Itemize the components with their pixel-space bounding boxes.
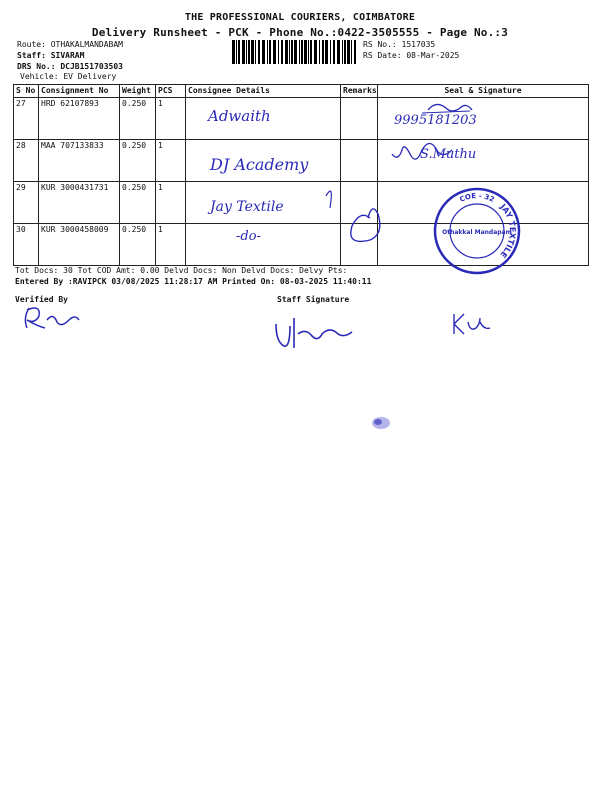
barcode-bar [354, 40, 356, 64]
barcode-bar [281, 40, 283, 64]
barcode-bar [299, 40, 300, 64]
barcode-bar [310, 40, 312, 64]
barcode-bar [269, 40, 271, 64]
barcode-bar [351, 40, 352, 64]
barcode-bar [278, 40, 279, 64]
barcode-bar [294, 40, 297, 64]
cell-pcs: 1 [156, 98, 186, 140]
cell-pcs: 1 [156, 182, 186, 224]
barcode-bar [304, 40, 307, 64]
barcode-bar [308, 40, 309, 64]
col-pcs: PCS [156, 85, 186, 98]
seal-handwriting: 9995181203 [394, 113, 477, 128]
verifier-signature [15, 298, 95, 338]
company-title: THE PROFESSIONAL COURIERS, COIMBATORE [184, 12, 416, 23]
staff-signature-label: Staff Signature [277, 295, 350, 304]
consignee-handwriting: -do- [236, 229, 261, 244]
barcode-bar [342, 40, 343, 64]
barcode-bar [337, 40, 340, 64]
svg-text:COE - 32 [458, 192, 495, 204]
consignee-handwriting: DJ Academy [210, 155, 309, 174]
staff-label: Staff: SIVARAM [17, 51, 85, 60]
totals-line: Tot Docs: 30 Tot COD Amt: 0.00 Delvd Docs: Non Delvd Docs: Delvy Pts: [15, 266, 348, 275]
barcode-bar [344, 40, 346, 64]
barcode-bar [289, 40, 290, 64]
seal-handwriting: S.Muthu [420, 147, 477, 162]
barcode-bar [273, 40, 276, 64]
barcode-bar [258, 40, 260, 64]
consignee-handwriting: Jay Textile [210, 199, 284, 215]
barcode [232, 40, 358, 64]
entered-by-line: Entered By :RAVIPCK 03/08/2025 11:28:17 AM Printed On: 08-03-2025 11:40:11 [15, 277, 372, 286]
cell-sno: 29 [14, 182, 39, 224]
barcode-bar [238, 40, 240, 64]
barcode-bar [262, 40, 265, 64]
cell-pcs: 1 [156, 140, 186, 182]
cell-consignment: HRD 62107893 [39, 98, 120, 140]
verified-by-label: Verified By [15, 295, 68, 304]
staff-initials-mark [448, 308, 498, 338]
barcode-bar [291, 40, 293, 64]
col-consignee: Consignee Details [186, 85, 341, 98]
barcode-bar [319, 40, 320, 64]
barcode-bar [248, 40, 250, 64]
stamp-top-text: COE - 32 [458, 191, 496, 204]
cell-sno: 30 [14, 224, 39, 266]
barcode-bar [232, 40, 235, 64]
barcode-graphic [232, 40, 358, 64]
barcode-bar [314, 40, 317, 64]
staff-signature-mark [270, 310, 380, 355]
runsheet-subtitle: Delivery Runsheet - PCK - Phone No.:0422-3505555 - Page No.:3 [91, 26, 509, 39]
col-seal: Seal & Signature [378, 85, 589, 98]
consignee-handwriting: Adwaith [208, 107, 271, 125]
vehicle-label: Vehicle: EV Delivery [20, 72, 117, 81]
barcode-bar [251, 40, 254, 64]
drs-number: DRS No.: DCJB151703503 [17, 62, 123, 71]
col-sno: S No [14, 85, 39, 98]
cell-weight: 0.250 [120, 224, 156, 266]
stamp-right-text: JAY TEXTILE [498, 202, 518, 260]
barcode-bar [301, 40, 303, 64]
cell-weight: 0.250 [120, 98, 156, 140]
barcode-bar [255, 40, 256, 64]
route-label: Route: OTHAKALMANDABAM [17, 40, 123, 49]
rs-date: RS Date: 08-Mar-2025 [363, 51, 460, 60]
barcode-bar [236, 40, 237, 64]
company-stamp [432, 186, 522, 276]
stamp-center-text: Othakkal Mandapam [442, 229, 512, 236]
cell-consignment: KUR 3000431731 [39, 182, 120, 224]
col-remarks: Remarks [341, 85, 378, 98]
cell-weight: 0.250 [120, 182, 156, 224]
barcode-bar [322, 40, 324, 64]
barcode-bar [330, 40, 331, 64]
ink-smudge [368, 412, 394, 434]
barcode-bar [347, 40, 350, 64]
cell-consignment: MAA 707133833 [39, 140, 120, 182]
col-weight: Weight [120, 85, 156, 98]
barcode-bar [267, 40, 268, 64]
cell-pcs: 1 [156, 224, 186, 266]
barcode-bar [246, 40, 247, 64]
rs-number: RS No.: 1517035 [363, 40, 436, 49]
barcode-bar [242, 40, 245, 64]
barcode-bar [333, 40, 335, 64]
cell-weight: 0.250 [120, 140, 156, 182]
barcode-bar [325, 40, 328, 64]
cell-consignment: KUR 3000458009 [39, 224, 120, 266]
cell-sno: 27 [14, 98, 39, 140]
cell-sno: 28 [14, 140, 39, 182]
barcode-bar [285, 40, 288, 64]
col-consignment: Consignment No [39, 85, 120, 98]
